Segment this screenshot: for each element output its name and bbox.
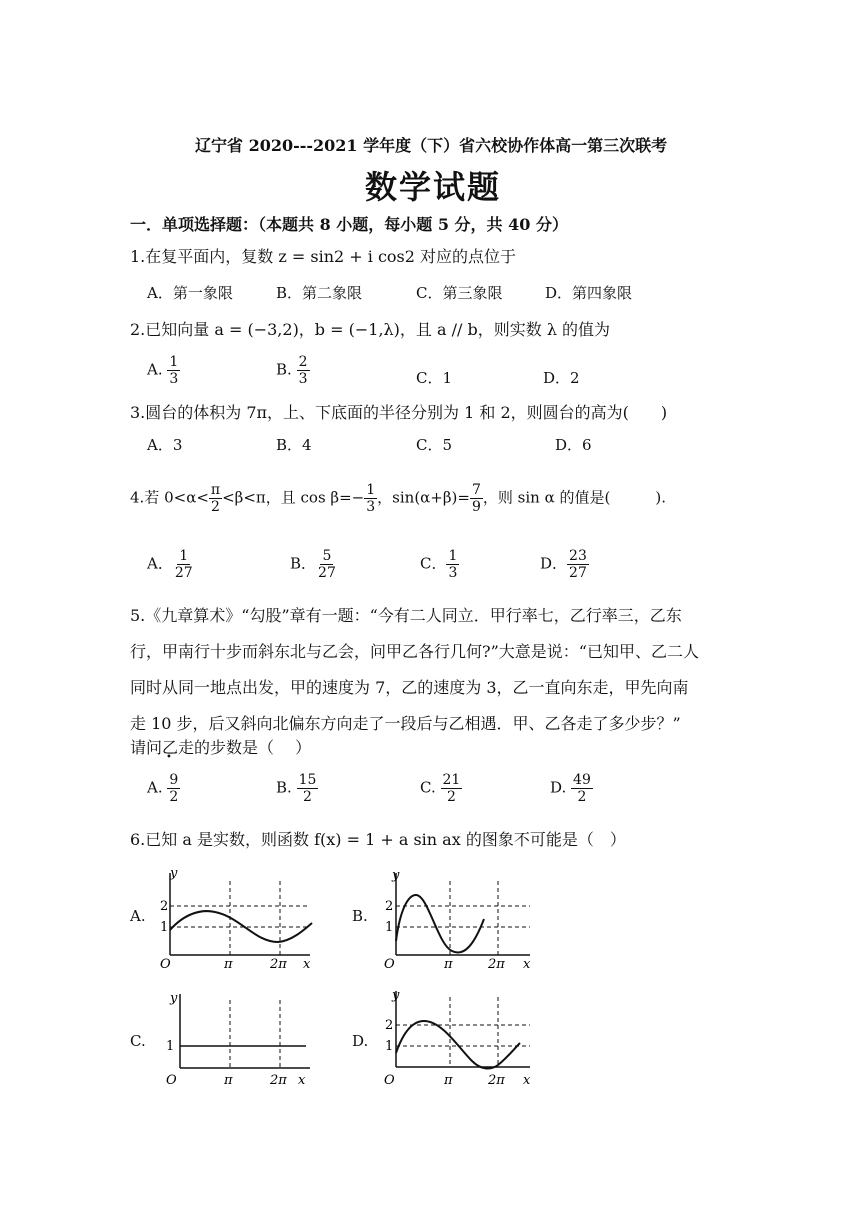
q5-option-c bbox=[420, 772, 462, 805]
graph-b-1: 1 bbox=[385, 920, 394, 935]
q3-option-c: C．5 bbox=[416, 436, 453, 454]
denominator: 2 bbox=[303, 789, 312, 805]
q4-pi-fraction bbox=[209, 482, 222, 515]
graph-a-y-axis: y bbox=[170, 866, 178, 881]
option-fraction bbox=[567, 548, 589, 581]
q4-sin-fraction bbox=[470, 482, 483, 515]
numerator: 7 bbox=[471, 482, 481, 498]
numerator: 2 bbox=[298, 354, 308, 370]
graph-b-label: B. bbox=[352, 907, 368, 925]
question-1: 1.在复平面内，复数 z = sin2 + i cos2 对应的点位于 bbox=[130, 247, 517, 266]
denominator: 2 bbox=[211, 499, 220, 515]
question-6: 6.已知 a 是实数，则函数 f(x) = 1 + a sin ax 的图象不可能是（ ） bbox=[130, 830, 626, 849]
q5-option-b bbox=[276, 772, 318, 805]
option-label: C. bbox=[420, 778, 436, 797]
graph-b-2pi: 2π bbox=[488, 957, 505, 972]
graph-d bbox=[380, 985, 540, 1090]
numerator: 1 bbox=[448, 548, 458, 564]
option-fraction bbox=[167, 772, 180, 805]
graph-d-origin: O bbox=[384, 1073, 395, 1088]
graph-b-x-axis: x bbox=[523, 957, 531, 972]
numerator: 15 bbox=[298, 772, 317, 788]
graph-a-2: 2 bbox=[160, 899, 169, 914]
graph-c-1: 1 bbox=[166, 1039, 175, 1054]
q4-option-c bbox=[420, 548, 459, 581]
denominator: 27 bbox=[174, 565, 193, 581]
q1-option-a: A．第一象限 bbox=[147, 284, 233, 302]
numerator: 5 bbox=[322, 548, 332, 564]
q5-option-a bbox=[147, 772, 180, 805]
graph-d-1: 1 bbox=[385, 1039, 394, 1054]
option-label: C． bbox=[420, 554, 447, 573]
q3-option-d: D．6 bbox=[555, 436, 592, 454]
graph-d-y-axis: y bbox=[392, 988, 400, 1003]
denominator: 3 bbox=[448, 565, 458, 581]
graph-a-x-axis: x bbox=[303, 957, 311, 972]
graph-b-pi: π bbox=[444, 957, 453, 972]
q4-option-b bbox=[290, 548, 338, 581]
graph-c-origin: O bbox=[166, 1073, 177, 1088]
denominator: 27 bbox=[318, 565, 336, 581]
option-label: B． bbox=[290, 554, 317, 573]
q1-option-d: D．第四象限 bbox=[545, 284, 633, 302]
denominator: 9 bbox=[471, 499, 481, 515]
option-fraction bbox=[571, 772, 593, 805]
exam-subtitle: 辽宁省 2020---2021 学年度（下）省六校协作体高一第三次联考 bbox=[195, 136, 668, 155]
graph-b bbox=[380, 865, 540, 975]
denominator: 3 bbox=[169, 371, 179, 387]
section-heading: 一．单项选择题：（本题共 8 小题，每小题 5 分，共 40 分） bbox=[130, 215, 568, 234]
q2-option-a-fraction bbox=[167, 354, 180, 387]
q5-emphasis: 乙 bbox=[162, 738, 179, 757]
graph-d-2: 2 bbox=[385, 1018, 394, 1033]
question-5: 5.《九章算术》“勾股”章有一题：“今有二人同立．甲行率七，乙行率三，乙东行，甲南行十步而斜东北与乙会，问甲乙各行几何?”大意是说：“已知甲、乙二人同时从同一地点出发，甲的速度为 7，乙的速度为 3，乙一直向东走，甲先向南走 10 步，后又斜向北偏东方向走了一段后与乙相遇．甲、乙各走了多少步？” bbox=[130, 606, 699, 733]
graph-c-2pi: 2π bbox=[270, 1073, 287, 1088]
graph-b-2: 2 bbox=[385, 899, 394, 914]
numerator: π bbox=[210, 482, 221, 498]
option-label: A. bbox=[147, 778, 163, 797]
graph-a-origin: O bbox=[160, 957, 171, 972]
graph-d-x-axis: x bbox=[523, 1073, 531, 1088]
question-3: 3.圆台的体积为 7π，上、下底面的半径分别为 1 和 2，则圆台的高为( ) bbox=[130, 403, 668, 422]
option-fraction bbox=[441, 772, 463, 805]
q4-option-a bbox=[147, 548, 195, 581]
graph-d-2pi: 2π bbox=[488, 1073, 505, 1088]
q2-option-a-label: A. bbox=[147, 360, 163, 379]
denominator: 2 bbox=[446, 789, 456, 805]
numerator: 9 bbox=[169, 772, 179, 788]
option-label: D. bbox=[550, 778, 567, 797]
option-fraction bbox=[297, 772, 319, 805]
q4-text-1: 4.若 0<α< bbox=[130, 488, 209, 507]
q5-option-d bbox=[550, 772, 593, 805]
graph-c-pi: π bbox=[224, 1073, 233, 1088]
graph-c-y-axis: y bbox=[170, 991, 178, 1006]
denominator: 27 bbox=[569, 565, 587, 581]
q4-cos-fraction bbox=[364, 482, 377, 515]
numerator: 1 bbox=[169, 354, 179, 370]
q2-option-b-label: B. bbox=[276, 360, 292, 379]
numerator: 1 bbox=[366, 482, 376, 498]
numerator: 23 bbox=[569, 548, 587, 564]
q4-text-2: <β<π，且 cos β=− bbox=[222, 488, 365, 507]
denominator: 2 bbox=[577, 789, 587, 805]
graph-a-1: 1 bbox=[160, 920, 169, 935]
graph-b-origin: O bbox=[384, 957, 395, 972]
option-label: D． bbox=[540, 554, 568, 573]
denominator: 2 bbox=[169, 789, 179, 805]
graph-c-x-axis: x bbox=[298, 1073, 306, 1088]
option-fraction bbox=[316, 548, 338, 581]
graph-a-2pi: 2π bbox=[270, 957, 287, 972]
q4-text-3: ，sin(α+β)= bbox=[377, 488, 470, 507]
q2-option-b bbox=[276, 354, 310, 387]
denominator: 3 bbox=[298, 371, 308, 387]
q3-option-a: A．3 bbox=[147, 436, 183, 454]
numerator: 21 bbox=[442, 772, 461, 788]
graph-b-y-axis: y bbox=[392, 868, 400, 883]
question-4 bbox=[130, 482, 666, 515]
question-5-ask bbox=[130, 738, 311, 758]
q1-option-c: C．第三象限 bbox=[416, 284, 503, 302]
q5-ask-post: 走的步数是（ ） bbox=[178, 738, 312, 757]
q2-option-a bbox=[147, 354, 180, 387]
numerator: 1 bbox=[179, 548, 189, 564]
graph-d-pi: π bbox=[444, 1073, 453, 1088]
graph-a-pi: π bbox=[224, 957, 233, 972]
q2-option-d: D．2 bbox=[543, 369, 580, 387]
q5-ask-pre: 请问 bbox=[130, 738, 163, 757]
option-fraction bbox=[173, 548, 195, 581]
graph-c bbox=[160, 990, 320, 1090]
exam-title: 数学试题 bbox=[365, 168, 502, 206]
graph-a-label: A. bbox=[130, 907, 146, 925]
question-2: 2.已知向量 a = (−3,2)，b = (−1,λ)，且 a // b，则实数 λ 的值为 bbox=[130, 320, 611, 339]
numerator: 49 bbox=[573, 772, 591, 788]
q2-option-b-fraction bbox=[297, 354, 310, 387]
q2-option-c: C．1 bbox=[416, 369, 453, 387]
q4-option-d bbox=[540, 548, 589, 581]
option-label: A． bbox=[147, 554, 173, 573]
q3-option-b: B．4 bbox=[276, 436, 312, 454]
q4-text-4: ，则 sin α 的值是( ). bbox=[482, 488, 666, 507]
q1-option-b: B．第二象限 bbox=[276, 284, 363, 302]
denominator: 3 bbox=[366, 499, 376, 515]
option-label: B. bbox=[276, 778, 292, 797]
graph-a bbox=[160, 865, 320, 975]
graph-c-label: C. bbox=[130, 1032, 146, 1050]
option-fraction bbox=[446, 548, 459, 581]
graph-d-label: D. bbox=[352, 1032, 369, 1050]
